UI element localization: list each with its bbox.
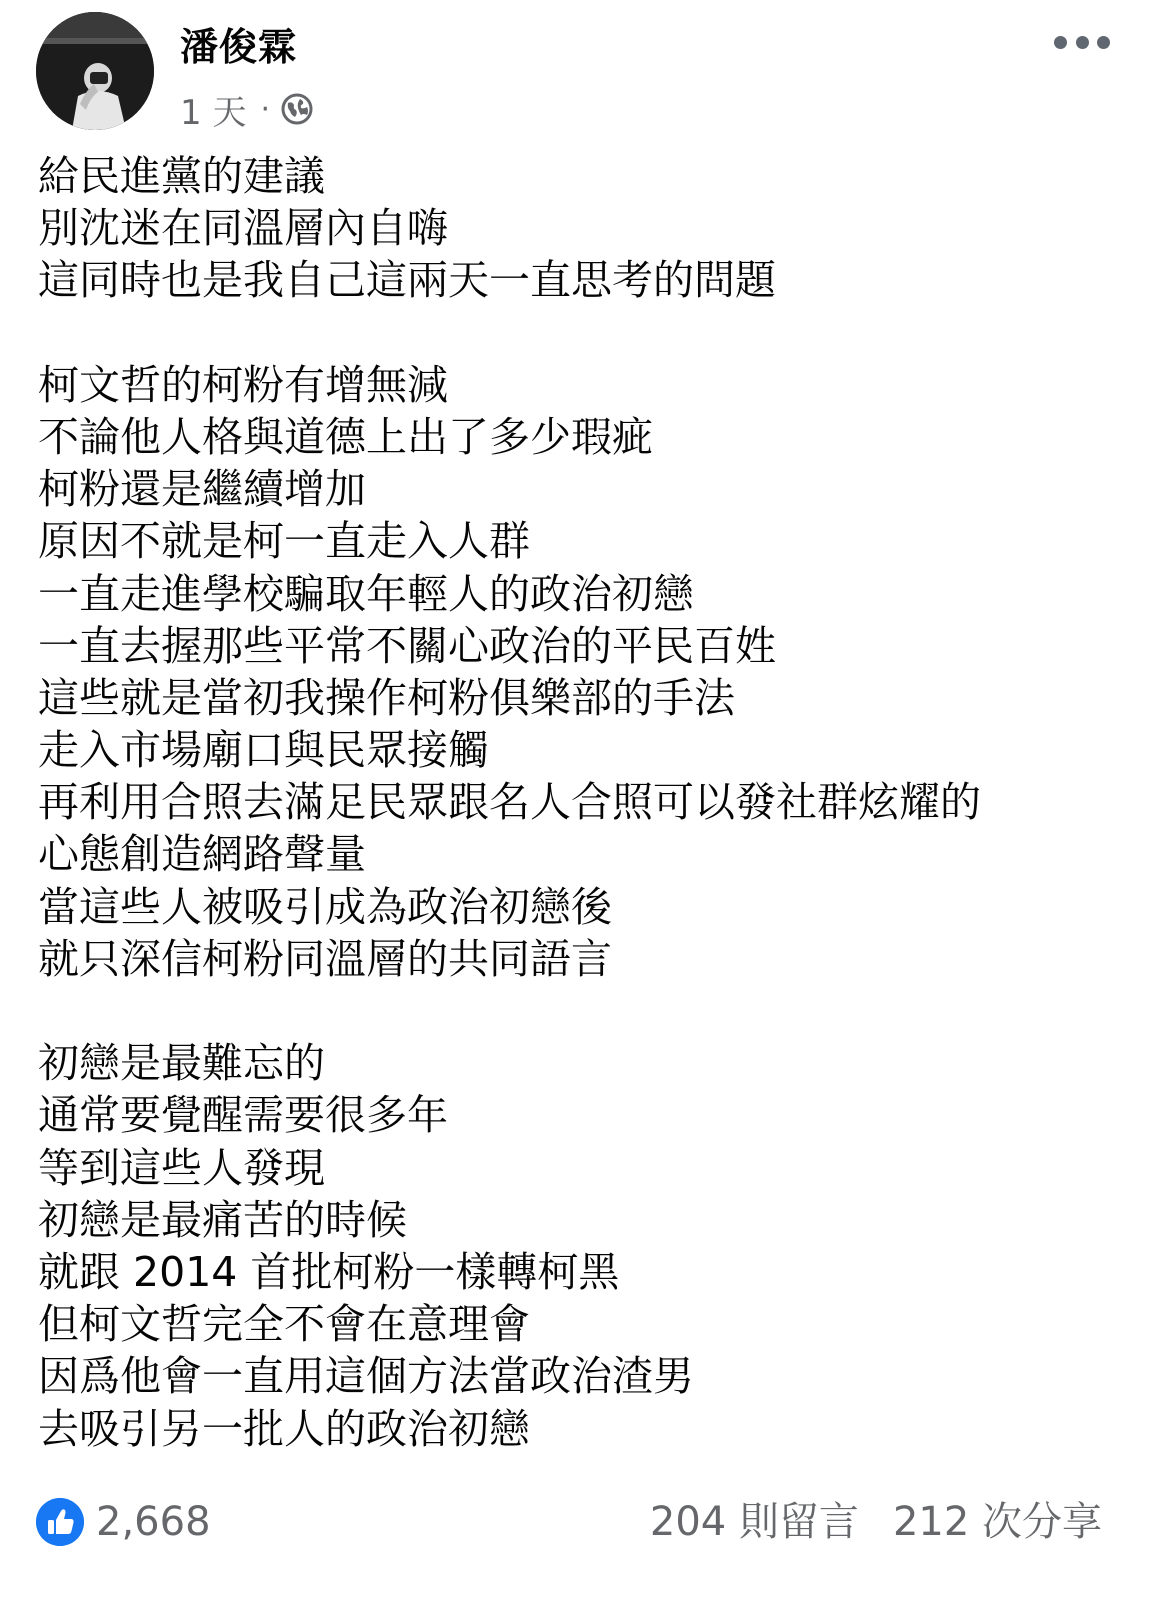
meta-separator: · [260,91,270,127]
post-text-line: 因爲他會一直用這個方法當政治渣男 [38,1352,694,1401]
post-text-line: 不論他人格與道德上出了多少瑕疵 [38,412,653,461]
post-text-line: 就跟 2014 首批柯粉一樣轉柯黑 [38,1247,620,1296]
blank-line [38,307,1138,359]
post-meta [180,84,314,134]
post-text-line: 給民進黨的建議 [38,152,325,200]
post-text-line: 初戀是最痛苦的時候 [38,1195,407,1244]
blank-line [38,985,1138,1037]
post-text-line: 但柯文哲完全不會在意理會 [38,1300,530,1349]
post-text-line: 這些就是當初我操作柯粉俱樂部的手法 [38,673,735,722]
avatar[interactable] [36,12,154,130]
post-body-text [38,150,1138,1455]
post-text-line: 當這些人被吸引成為政治初戀後 [38,882,612,931]
like-thumb-icon[interactable] [36,1498,84,1546]
post-text-line: 再利用合照去滿足民眾跟名人合照可以發社群炫耀的 [38,778,981,827]
post-time[interactable]: 1 天 [180,92,247,133]
post-text-line: 去吸引另一批人的政治初戀 [38,1404,530,1453]
post-text-line: 別沈迷在同溫層內自嗨 [38,204,448,253]
share-count[interactable]: 212 次分享 [892,1499,1102,1545]
post-text-line: 心態創造網路聲量 [38,830,366,879]
post-text-line: 一直去握那些平常不關心政治的平民百姓 [38,621,776,670]
post-text-line: 柯文哲的柯粉有增無減 [38,360,448,409]
post-header [0,0,1170,150]
post-footer [0,1492,1170,1552]
more-horizontal-icon-dot [1097,36,1110,49]
post-text-line: 柯粉還是繼續增加 [38,465,366,514]
post-stats [650,1496,1102,1548]
post-text-line: 這同時也是我自己這兩天一直思考的問題 [38,256,776,305]
post-text-line: 一直走進學校騙取年輕人的政治初戀 [38,569,694,618]
post-text-line: 原因不就是柯一直走入人群 [38,517,530,566]
more-options-button[interactable] [1054,24,1110,60]
comment-count[interactable]: 204 則留言 [649,1499,859,1545]
post-text-line: 走入市場廟口與民眾接觸 [38,726,489,775]
post-text-line: 初戀是最難忘的 [38,1039,325,1088]
post-text-line: 等到這些人發現 [38,1143,325,1192]
author-name[interactable]: 潘俊霖 [180,25,298,69]
more-horizontal-icon [1054,36,1067,49]
post-text-line: 通常要覺醒需要很多年 [38,1091,448,1140]
post-text-line: 就只深信柯粉同溫層的共同語言 [38,934,612,983]
more-horizontal-icon-dot [1076,36,1089,49]
globe-icon [280,92,314,126]
avatar-photo [36,12,154,130]
like-count[interactable]: 2,668 [96,1499,211,1545]
